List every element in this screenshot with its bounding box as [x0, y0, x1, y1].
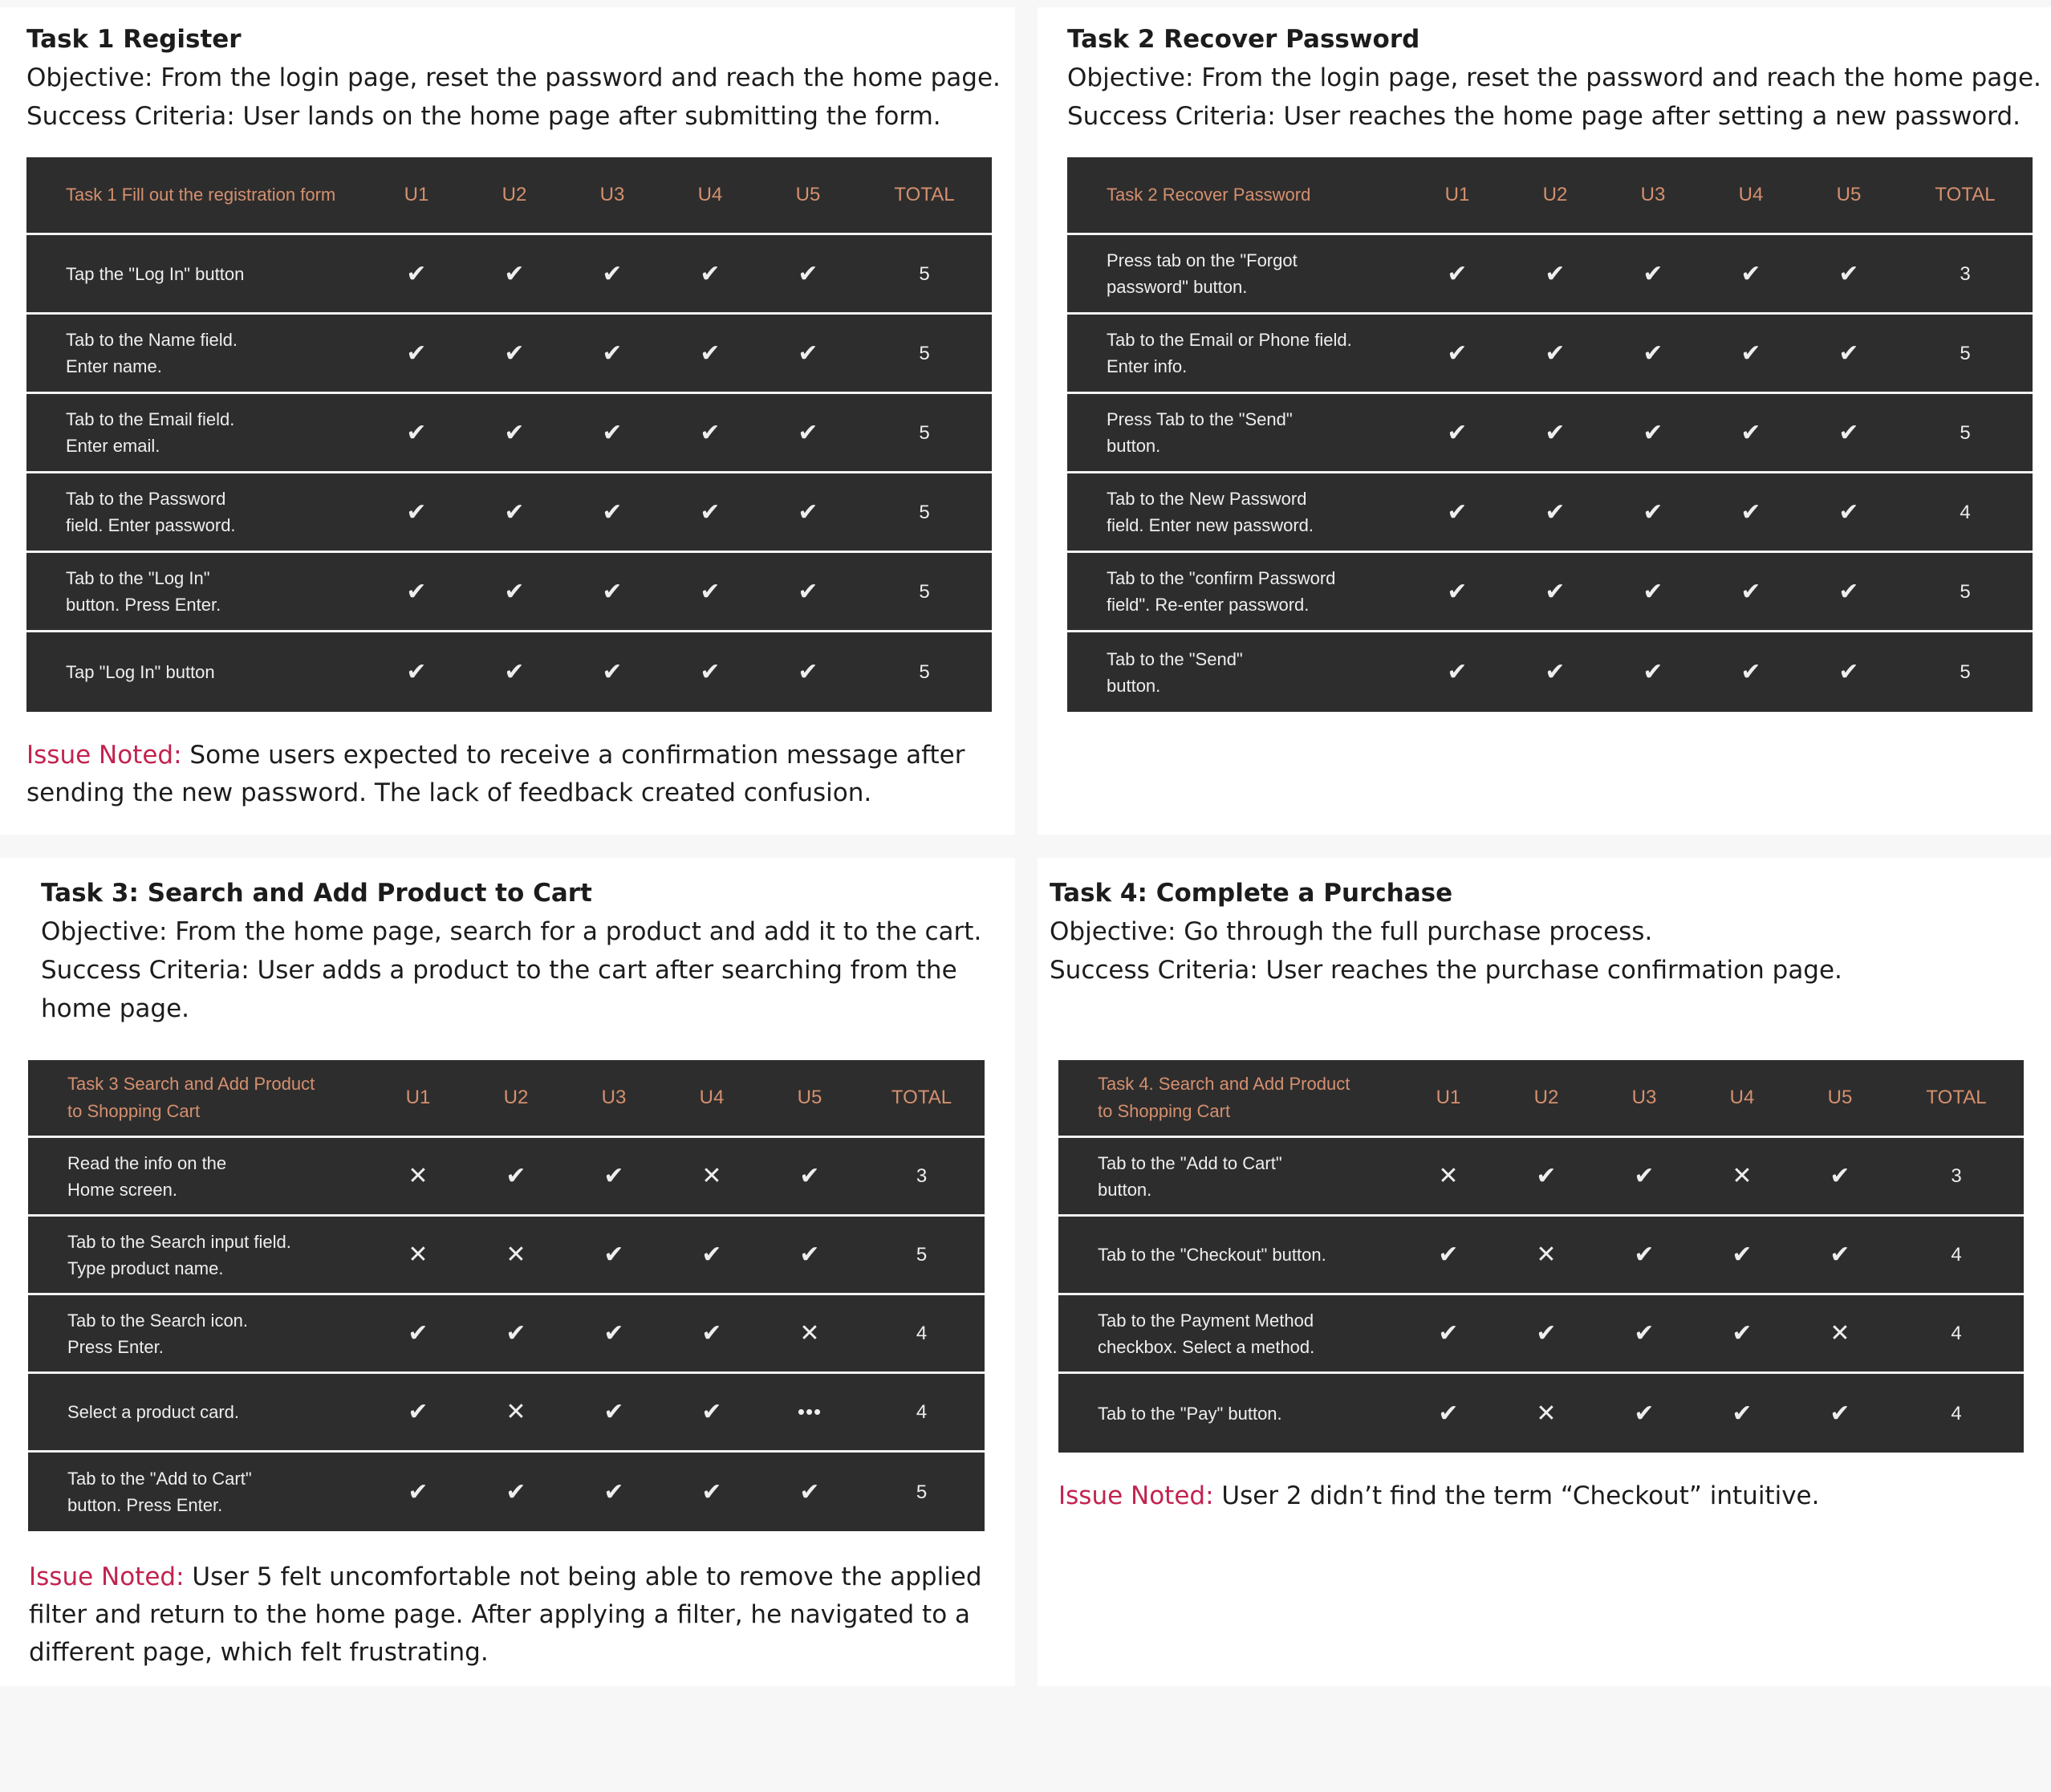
- check-icon: ✔: [1693, 1217, 1791, 1295]
- check-icon: ✔: [1702, 315, 1800, 394]
- task4-header: [1050, 874, 2029, 989]
- task4-title: Task 4: Complete a Purchase: [1050, 879, 1453, 908]
- table-row: [1058, 1217, 2024, 1295]
- check-icon: ✔: [465, 473, 563, 553]
- total-column-header: TOTAL: [1889, 1060, 2024, 1138]
- total-value: 5: [857, 473, 992, 553]
- step-label: Tab to the Search icon. Press Enter.: [28, 1295, 369, 1374]
- check-icon: ✔: [1399, 1217, 1497, 1295]
- check-icon: ✔: [1702, 394, 1800, 473]
- user-column-header: U4: [661, 157, 759, 235]
- total-value: 3: [1898, 235, 2033, 315]
- check-icon: ✔: [759, 473, 857, 553]
- table-row: [1067, 394, 2033, 473]
- check-icon: ✔: [1595, 1295, 1693, 1374]
- issue-text: Some users expected to receive a confirmation message after sending the new password. The lack of feedback created confusion.: [26, 741, 965, 807]
- check-icon: ✔: [368, 553, 465, 632]
- check-icon: ✔: [799, 1478, 820, 1506]
- cross-icon: ✕: [1497, 1217, 1595, 1295]
- check-icon: ✔: [1604, 553, 1702, 632]
- check-icon: ✔: [565, 1217, 663, 1295]
- check-icon: ✔: [1506, 315, 1604, 394]
- check-icon: ✔: [701, 1478, 722, 1506]
- check-icon: ✔: [661, 315, 759, 394]
- cross-icon: ✕: [369, 1217, 467, 1295]
- total-value: 4: [1951, 1402, 1962, 1424]
- total-value: 3: [859, 1138, 985, 1217]
- check-icon: ✔: [1506, 235, 1604, 315]
- check-icon: ✔: [1506, 394, 1604, 473]
- task3-title: Task 3: Search and Add Product to Cart: [41, 879, 592, 908]
- task4-objective: Objective: Go through the full purchase process.: [1050, 917, 1653, 946]
- check-icon: ✔: [1604, 315, 1702, 394]
- check-icon: ✔: [761, 1217, 859, 1295]
- check-icon: ✔: [1438, 1400, 1459, 1427]
- cross-icon: ✕: [1693, 1138, 1791, 1217]
- check-icon: ✔: [565, 1138, 663, 1217]
- task1-issue-note: [26, 737, 1001, 812]
- step-label: Tab to the "Checkout" button.: [1058, 1217, 1399, 1295]
- task2-header: [1067, 20, 2046, 136]
- task3-header: [41, 874, 1004, 1028]
- check-icon: ✔: [1800, 315, 1898, 394]
- check-icon: ✔: [506, 1478, 526, 1506]
- task3-panel: [0, 858, 1015, 1686]
- check-icon: ✔: [467, 1138, 565, 1217]
- total-value: 4: [1889, 1217, 2024, 1295]
- check-icon: ✔: [798, 659, 818, 685]
- check-icon: ✔: [1634, 1400, 1655, 1427]
- table-header-row: [26, 157, 992, 235]
- table-row: [28, 1217, 985, 1295]
- step-label: Tab to the Name field. Enter name.: [26, 315, 368, 394]
- check-icon: ✔: [1791, 1138, 1889, 1217]
- check-icon: ✔: [1791, 1217, 1889, 1295]
- check-icon: ✔: [565, 1295, 663, 1374]
- check-icon: ✔: [663, 1374, 761, 1453]
- user-column-header: U3: [563, 157, 661, 235]
- check-icon: ✔: [465, 553, 563, 632]
- check-icon: ✔: [700, 659, 721, 685]
- step-label: Tab to the "Log In" button. Press Enter.: [26, 553, 368, 632]
- check-icon: ✔: [1830, 1400, 1850, 1427]
- check-icon: ✔: [603, 1478, 624, 1506]
- check-icon: ✔: [1506, 553, 1604, 632]
- issue-label: Issue Noted:: [26, 741, 182, 770]
- step-label: Tab to the "confirm Password field". Re-enter password.: [1067, 553, 1408, 632]
- task4-panel: [1038, 858, 2051, 1686]
- table-row: [26, 394, 992, 473]
- table-row: [26, 315, 992, 394]
- issue-text: User 5 felt uncomfortable not being able to remove the applied filter and return to the home page. After applying a filter, he navigated to a different page, which felt frustrating.: [29, 1562, 982, 1667]
- check-icon: ✔: [563, 315, 661, 394]
- check-icon: ✔: [368, 235, 465, 315]
- user-column-header: U3: [1604, 157, 1702, 235]
- task1-header: [26, 20, 1005, 136]
- total-value: 5: [857, 315, 992, 394]
- table-header-row: [1058, 1060, 2024, 1138]
- total-value: 5: [859, 1217, 985, 1295]
- task2-panel: [1038, 7, 2051, 835]
- check-icon: ✔: [1399, 1295, 1497, 1374]
- check-icon: ✔: [759, 235, 857, 315]
- task2-objective: Objective: From the login page, reset the password and reach the home page.: [1067, 63, 2041, 92]
- task1-title: Task 1 Register: [26, 25, 242, 54]
- check-icon: ✔: [467, 1295, 565, 1374]
- table-row: [1058, 1138, 2024, 1217]
- check-icon: ✔: [369, 1295, 467, 1374]
- task1-results-table: [26, 157, 992, 712]
- check-icon: ✔: [1702, 553, 1800, 632]
- check-icon: ✔: [1604, 473, 1702, 553]
- task3-issue-note: [29, 1558, 992, 1672]
- check-icon: ✔: [368, 473, 465, 553]
- check-icon: ✔: [1702, 235, 1800, 315]
- user-column-header: U4: [1702, 157, 1800, 235]
- user-column-header: U3: [1595, 1060, 1693, 1138]
- step-label: Press tab on the "Forgot password" button.: [1067, 235, 1408, 315]
- step-label: Select a product card.: [28, 1374, 369, 1453]
- user-column-header: U4: [663, 1060, 761, 1138]
- step-label: Tab to the "Add to Cart" button.: [1058, 1138, 1399, 1217]
- user-column-header: U1: [369, 1060, 467, 1138]
- check-icon: ✔: [565, 1374, 663, 1453]
- check-icon: ✔: [663, 1217, 761, 1295]
- check-icon: ✔: [1497, 1295, 1595, 1374]
- check-icon: ✔: [369, 1374, 467, 1453]
- step-label: Tab to the "Add to Cart" button. Press Enter.: [67, 1469, 252, 1515]
- user-column-header: U2: [465, 157, 563, 235]
- user-column-header: U4: [1693, 1060, 1791, 1138]
- cross-icon: ✕: [761, 1295, 859, 1374]
- user-column-header: U1: [1399, 1060, 1497, 1138]
- task2-success: Success Criteria: User reaches the home page after setting a new password.: [1067, 102, 2021, 131]
- total-value: 4: [1898, 473, 2033, 553]
- task-column-header: Task 2 Recover Password: [1067, 157, 1408, 235]
- task4-issue-note: [1058, 1477, 2021, 1515]
- cross-icon: ✕: [1791, 1295, 1889, 1374]
- check-icon: ✔: [465, 394, 563, 473]
- check-icon: ✔: [408, 1478, 428, 1506]
- step-label: Tab to the New Password field. Enter new password.: [1067, 473, 1408, 553]
- check-icon: ✔: [759, 553, 857, 632]
- task2-title: Task 2 Recover Password: [1067, 25, 1420, 54]
- check-icon: ✔: [1408, 235, 1506, 315]
- total-value: 4: [859, 1374, 985, 1453]
- table-row: [1067, 235, 2033, 315]
- step-label: Press Tab to the "Send" button.: [1067, 394, 1408, 473]
- check-icon: ✔: [759, 315, 857, 394]
- check-icon: ✔: [1838, 659, 1859, 685]
- check-icon: ✔: [1408, 473, 1506, 553]
- table-row: [1067, 632, 2033, 712]
- table-row: [28, 1374, 985, 1453]
- total-value: 5: [919, 661, 930, 683]
- total-value: 5: [916, 1481, 928, 1503]
- total-value: 4: [1889, 1295, 2024, 1374]
- total-value: 5: [1898, 315, 2033, 394]
- check-icon: ✔: [368, 315, 465, 394]
- user-column-header: U1: [368, 157, 465, 235]
- task-column-header: Task 3 Search and Add Product to Shopping Cart: [28, 1060, 369, 1138]
- check-icon: ✔: [661, 553, 759, 632]
- table-row: [26, 632, 992, 712]
- task1-objective: Objective: From the login page, reset the password and reach the home page.: [26, 63, 1001, 92]
- table-row: [26, 553, 992, 632]
- check-icon: ✔: [368, 394, 465, 473]
- cross-icon: ✕: [1536, 1400, 1557, 1427]
- user-column-header: U5: [759, 157, 857, 235]
- step-label: Tab to the Payment Method checkbox. Select a method.: [1058, 1295, 1399, 1374]
- table-row: [1067, 315, 2033, 394]
- user-column-header: U2: [1506, 157, 1604, 235]
- check-icon: ✔: [1408, 315, 1506, 394]
- check-icon: ✔: [1595, 1217, 1693, 1295]
- total-value: 5: [857, 394, 992, 473]
- check-icon: ✔: [602, 659, 623, 685]
- table-header-row: [28, 1060, 985, 1138]
- cross-icon: ✕: [467, 1374, 565, 1453]
- cross-icon: ✕: [467, 1217, 565, 1295]
- task4-results-table: [1058, 1060, 2024, 1453]
- check-icon: ✔: [661, 473, 759, 553]
- table-row: [26, 235, 992, 315]
- issue-label: Issue Noted:: [29, 1562, 185, 1591]
- check-icon: ✔: [563, 394, 661, 473]
- task-column-header: Task 4. Search and Add Product to Shopping Cart: [1058, 1060, 1399, 1138]
- issue-text: User 2 didn’t find the term “Checkout” intuitive.: [1213, 1481, 1820, 1510]
- check-icon: ✔: [661, 394, 759, 473]
- total-column-header: TOTAL: [857, 157, 992, 235]
- total-value: 4: [859, 1295, 985, 1374]
- check-icon: ✔: [1604, 235, 1702, 315]
- total-column-header: TOTAL: [859, 1060, 985, 1138]
- check-icon: ✔: [504, 659, 525, 685]
- task3-results-table: [28, 1060, 985, 1531]
- task2-results-table: [1067, 157, 2033, 712]
- task-column-header: Task 1 Fill out the registration form: [26, 157, 368, 235]
- check-icon: ✔: [465, 235, 563, 315]
- step-label: Read the info on the Home screen.: [28, 1138, 369, 1217]
- user-column-header: U2: [1497, 1060, 1595, 1138]
- user-column-header: U5: [1791, 1060, 1889, 1138]
- user-column-header: U5: [761, 1060, 859, 1138]
- task3-success: Success Criteria: User adds a product to the cart after searching from the home page.: [41, 956, 957, 1023]
- cross-icon: ✕: [1399, 1138, 1497, 1217]
- user-column-header: U5: [1800, 157, 1898, 235]
- check-icon: ✔: [406, 659, 427, 685]
- step-label: Tap "Log In" button: [66, 662, 215, 682]
- table-row: [28, 1453, 985, 1531]
- total-value: 5: [1898, 553, 2033, 632]
- table-header-row: [1067, 157, 2033, 235]
- task1-success: Success Criteria: User lands on the home page after submitting the form.: [26, 102, 941, 131]
- task3-objective: Objective: From the home page, search for a product and add it to the cart.: [41, 917, 982, 946]
- check-icon: ✔: [1595, 1138, 1693, 1217]
- total-value: 5: [1960, 661, 1971, 683]
- check-icon: ✔: [1408, 553, 1506, 632]
- check-icon: ✔: [465, 315, 563, 394]
- check-icon: ✔: [1800, 553, 1898, 632]
- table-row: [28, 1138, 985, 1217]
- check-icon: ✔: [1604, 394, 1702, 473]
- total-column-header: TOTAL: [1898, 157, 2033, 235]
- total-value: 5: [857, 235, 992, 315]
- total-value: 5: [857, 553, 992, 632]
- table-row: [1058, 1295, 2024, 1374]
- table-row: [1067, 473, 2033, 553]
- user-column-header: U3: [565, 1060, 663, 1138]
- user-column-header: U1: [1408, 157, 1506, 235]
- table-row: [26, 473, 992, 553]
- check-icon: ✔: [1447, 659, 1468, 685]
- ellipsis-icon: •••: [761, 1374, 859, 1453]
- check-icon: ✔: [1693, 1295, 1791, 1374]
- issue-label: Issue Noted:: [1058, 1481, 1214, 1510]
- check-icon: ✔: [1800, 473, 1898, 553]
- table-row: [1058, 1374, 2024, 1453]
- step-label: Tab to the "Send" button.: [1107, 648, 1243, 696]
- check-icon: ✔: [563, 235, 661, 315]
- cross-icon: ✕: [369, 1138, 467, 1217]
- check-icon: ✔: [563, 473, 661, 553]
- check-icon: ✔: [563, 553, 661, 632]
- check-icon: ✔: [1732, 1400, 1752, 1427]
- check-icon: ✔: [661, 235, 759, 315]
- check-icon: ✔: [1545, 659, 1566, 685]
- check-icon: ✔: [1643, 659, 1663, 685]
- table-row: [28, 1295, 985, 1374]
- check-icon: ✔: [663, 1295, 761, 1374]
- cross-icon: ✕: [663, 1138, 761, 1217]
- task4-success: Success Criteria: User reaches the purchase confirmation page.: [1050, 956, 1842, 985]
- check-icon: ✔: [1800, 235, 1898, 315]
- check-icon: ✔: [759, 394, 857, 473]
- total-value: 5: [1898, 394, 2033, 473]
- table-row: [1067, 553, 2033, 632]
- step-label: Tap the "Log In" button: [26, 235, 368, 315]
- step-label: Tab to the Search input field. Type product name.: [28, 1217, 369, 1295]
- check-icon: ✔: [761, 1138, 859, 1217]
- check-icon: ✔: [1408, 394, 1506, 473]
- step-label: Tab to the "Pay" button.: [1098, 1403, 1282, 1424]
- task1-panel: [0, 7, 1015, 835]
- check-icon: ✔: [1506, 473, 1604, 553]
- check-icon: ✔: [1497, 1138, 1595, 1217]
- check-icon: ✔: [1800, 394, 1898, 473]
- check-icon: ✔: [1740, 659, 1761, 685]
- step-label: Tab to the Email field. Enter email.: [26, 394, 368, 473]
- step-label: Tab to the Password field. Enter password.: [26, 473, 368, 553]
- check-icon: ✔: [1702, 473, 1800, 553]
- step-label: Tab to the Email or Phone field. Enter info.: [1067, 315, 1408, 394]
- total-value: 3: [1889, 1138, 2024, 1217]
- user-column-header: U2: [467, 1060, 565, 1138]
